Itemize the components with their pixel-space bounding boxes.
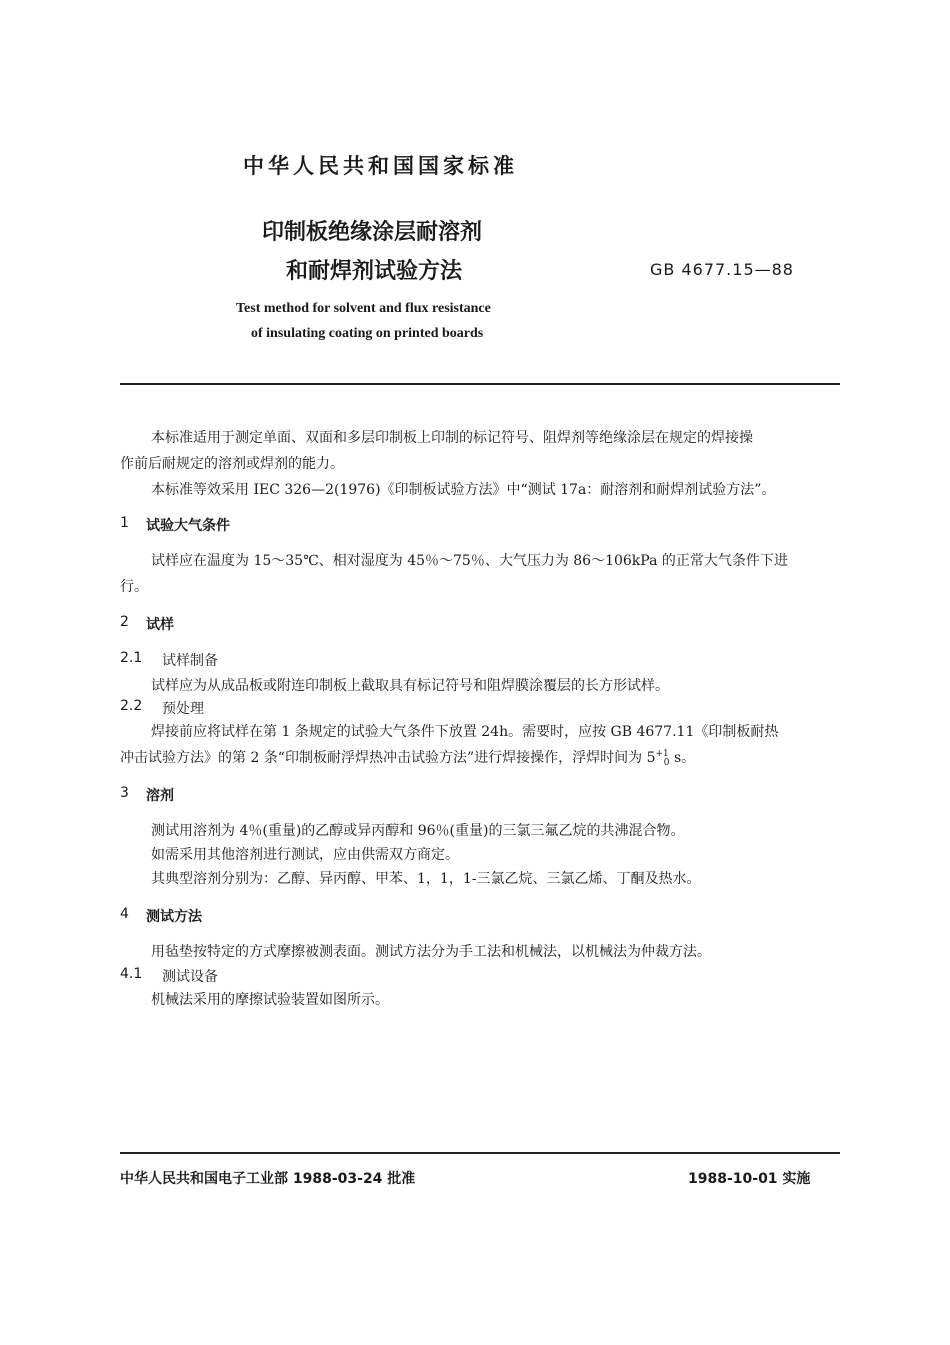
section-3-text-line-3: 其典型溶剂分别为：乙醇、异丙醇、甲苯、1，1，1-三氯乙烷、三氯乙烯、丁酮及热水。 — [151, 871, 701, 887]
section-3-number: 3 — [120, 785, 129, 801]
intro-paragraph-1-line-2: 作前后耐规定的溶剂或焊剂的能力。 — [120, 456, 344, 472]
intro-paragraph-1-line-1: 本标准适用于测定单面、双面和多层印制板上印制的标记符号、阻焊剂等绝缘涂层在规定的焊接操 — [151, 430, 753, 446]
title-line-1: 印制板绝缘涂层耐溶剂 — [262, 220, 483, 245]
title-line-2: 和耐焊剂试验方法 — [286, 259, 463, 284]
section-2-2-title: 预处理 — [162, 701, 204, 717]
section-4-1-title: 测试设备 — [162, 969, 218, 985]
section-2-1-title: 试样制备 — [162, 653, 218, 669]
tolerance-superscript: +1 — [655, 749, 669, 759]
section-3-text-line-2: 如需采用其他溶剂进行测试，应由供需双方商定。 — [151, 847, 459, 863]
section-4-1-number: 4.1 — [120, 966, 143, 982]
approval-info: 中华人民共和国电子工业部 1988-03-24 批准 — [120, 1171, 416, 1187]
section-1-text-line-2: 行。 — [120, 579, 148, 595]
section-1-text-line-1: 试样应在温度为 15～35℃、相对湿度为 45％～75％、大气压力为 86～106kPa 的正常大气条件下进 — [151, 553, 788, 569]
section-1-title: 试验大气条件 — [146, 518, 230, 534]
tolerance-subscript: 0 — [663, 758, 670, 768]
section-4-text: 用毡垫按特定的方式摩擦被测表面。测试方法分为手工法和机械法，以机械法为仲裁方法。 — [151, 944, 711, 960]
section-3-title: 溶剂 — [146, 788, 174, 804]
section-2-2-number: 2.2 — [120, 698, 143, 714]
section-2-number: 2 — [120, 614, 129, 630]
section-2-2-text-line-2-main: 冲击试验方法》的第 2 条“印制板耐浮焊热冲击试验方法”进行焊接操作，浮焊时间为 5 — [120, 750, 656, 766]
standard-code: GB 4677.15—88 — [650, 260, 794, 279]
implementation-date: 1988-10-01 实施 — [688, 1171, 811, 1187]
header-divider — [120, 383, 840, 385]
section-2-1-number: 2.1 — [120, 650, 143, 666]
section-1-number: 1 — [120, 515, 129, 531]
section-2-1-text: 试样应为从成品板或附连印制板上截取具有标记符号和阻焊膜涂覆层的长方形试样。 — [151, 678, 669, 694]
section-2-2-text-line-1: 焊接前应将试样在第 1 条规定的试验大气条件下放置 24h。需要时，应按 GB 4677.11《印制板耐热 — [151, 724, 779, 740]
section-2-2-text-line-2-unit: s。 — [669, 750, 696, 766]
section-2-title: 试样 — [146, 617, 174, 633]
section-4-title: 测试方法 — [146, 909, 202, 925]
section-3-text-line-1: 测试用溶剂为 4％(重量)的乙醇或异丙醇和 96％(重量)的三氯三氟乙烷的共沸混合物。 — [151, 823, 685, 839]
section-2-2-text-line-2 — [120, 748, 695, 768]
english-title-line-1: Test method for solvent and flux resistance — [236, 301, 491, 316]
national-standard-heading: 中华人民共和国国家标准 — [243, 154, 518, 178]
section-4-1-text: 机械法采用的摩擦试验装置如图所示。 — [151, 992, 389, 1008]
footer-divider — [120, 1152, 840, 1154]
english-title-line-2: of insulating coating on printed boards — [251, 326, 484, 341]
intro-paragraph-2: 本标准等效采用 IEC 326—2(1976)《印制板试验方法》中“测试 17a：耐溶剂和耐焊剂试验方法”。 — [151, 482, 776, 498]
section-4-number: 4 — [120, 906, 129, 922]
